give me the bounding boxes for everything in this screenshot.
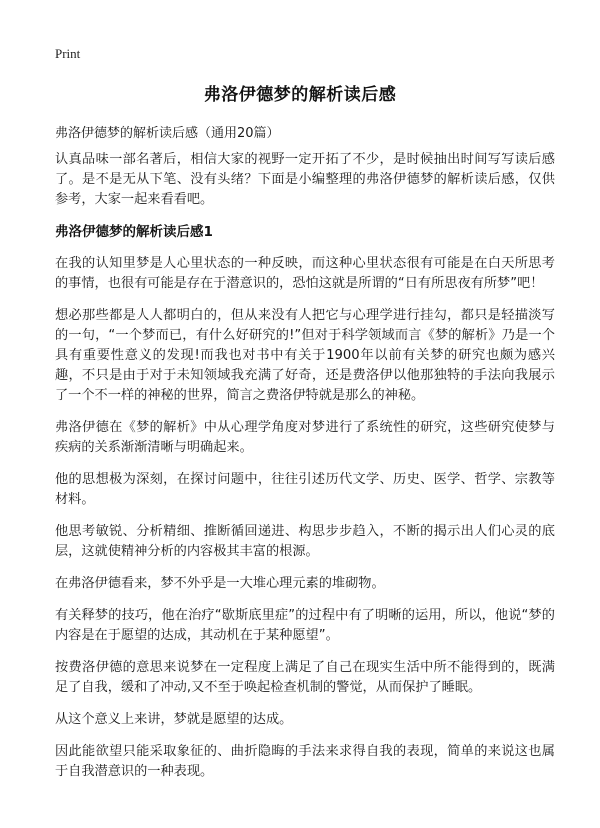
body-paragraph: 弗洛伊德在《梦的解析》中从心理学角度对梦进行了系统性的研究，这些研究使梦与疾病的关系渐渐清晰与明确起来。 — [55, 420, 555, 455]
intro-paragraph: 认真品味一部名著后，相信大家的视野一定开拓了不少，是时候抽出时间写写读后感了。是不是无从下笔、没有头绪？下面是小编整理的弗洛伊德梦的解析读后感，仅供参考，大家一起来看看吧。 — [55, 152, 555, 207]
body-paragraph: 在弗洛伊德看来，梦不外乎是一大堆心理元素的堆砌物。 — [55, 576, 385, 591]
body-paragraph: 他思考敏锐、分析精细、推断循回递进、构思步步趋入，不断的揭示出人们心灵的底层，这就使精神分析的内容极其丰富的根源。 — [55, 524, 555, 559]
body-paragraph: 他的思想极为深刻，在探讨问题中，往往引述历代文学、历史、医学、哲学、宗教等材料。 — [55, 472, 555, 507]
print-label: Print — [55, 46, 81, 61]
section-heading: 弗洛伊德梦的解析读后感1 — [55, 224, 213, 240]
document-subtitle: 弗洛伊德梦的解析读后感（通用20篇） — [55, 126, 280, 141]
page-title: 弗洛伊德梦的解析读后感 — [203, 85, 397, 105]
body-paragraph: 从这个意义上来讲，梦就是愿望的达成。 — [55, 712, 293, 727]
body-paragraph: 按费洛伊德的意思来说梦在一定程度上满足了自己在现实生活中所不能得到的，既满足了自我，缓和了冲动,又不至于唤起检查机制的警觉，从而保护了睡眠。 — [55, 660, 555, 695]
body-paragraph: 在我的认知里梦是人心里状态的一种反映，而这种心里状态很有可能是在白天所思考的事情，也很有可能是存在于潜意识的，恐怕这就是所谓的“日有所思夜有所梦”吧！ — [55, 256, 555, 291]
body-paragraph: 因此能欲望只能采取象征的、曲折隐晦的手法来求得自我的表现，简单的来说这也属于自我潜意识的一种表现。 — [55, 744, 555, 779]
body-paragraph: 想必那些都是人人都明白的，但从来没有人把它与心理学进行挂勾，都只是轻描淡写的一句，“一个梦而已，有什么好研究的!”但对于科学领域而言《梦的解析》乃是一个具有重要性意义的发现!而我也对书中有关于1900年以前有关梦的研究也颇为感兴趣，不只是由于对于未知领域我充满了好奇，还是费洛伊以他那独特的手法向我展示了一个不一样的神秘的世界，简言之费洛伊特就是那么的神秘。 — [55, 308, 555, 403]
document-body — [55, 150, 555, 794]
body-paragraph: 有关释梦的技巧，他在治疗“歇斯底里症”的过程中有了明晰的运用，所以，他说“梦的内容是在于愿望的达成，其动机在于某种愿望”。 — [55, 608, 555, 643]
